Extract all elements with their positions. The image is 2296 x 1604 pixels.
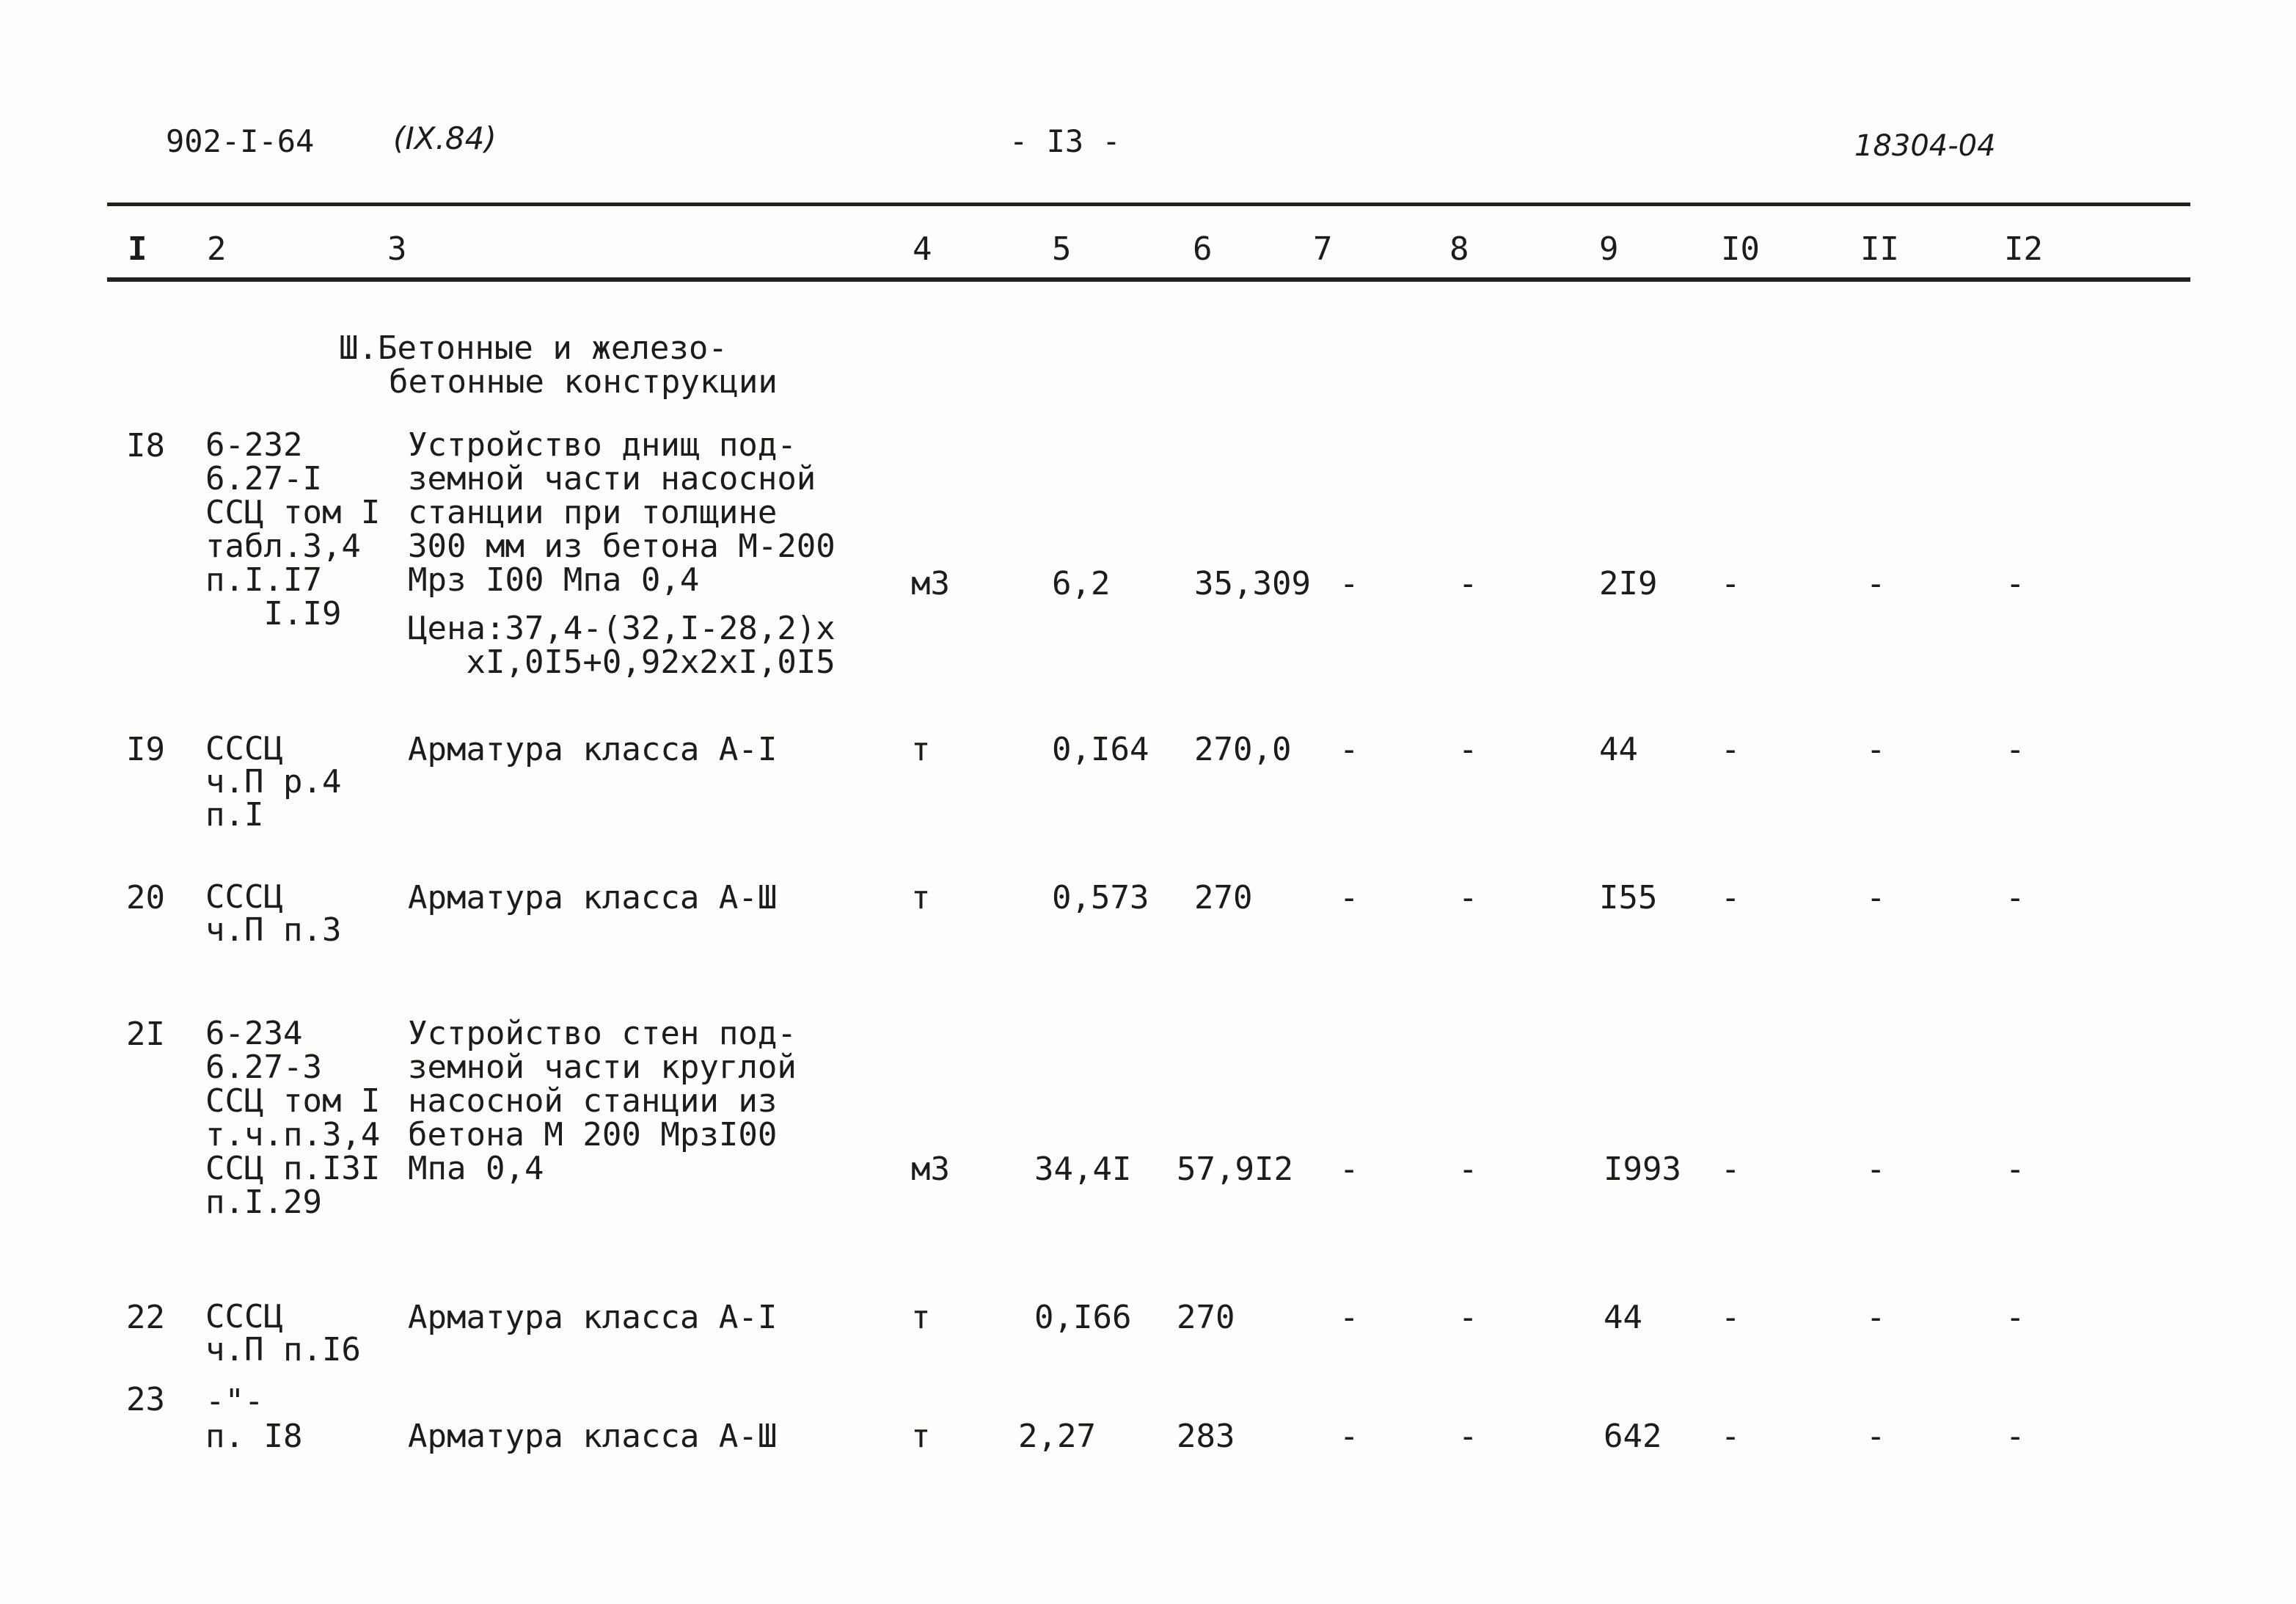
row-20-col10: - [1721,879,1741,916]
row-21-quantity: 34,4I [1034,1151,1132,1188]
row-23-unit: т [911,1418,931,1455]
row-23-unit-price: 283 [1177,1418,1235,1455]
row-20-col12: - [2006,879,2025,916]
row-22-number: 22 [126,1299,165,1336]
row-18-code-line: табл.3,4 [205,528,361,565]
row-23-col7: - [1339,1418,1359,1455]
row-20-code-line: ч.П п.3 [205,911,342,949]
row-18-description [408,426,836,599]
handwritten-date: (IX.84) [393,120,497,156]
row-18-total: 2I9 [1599,565,1658,602]
column-header-7: 7 [1313,230,1333,268]
row-18-quantity: 6,2 [1052,565,1111,602]
column-header-5: 5 [1052,230,1072,268]
row-22-total: 44 [1604,1299,1642,1336]
column-header-11: II [1860,230,1899,268]
column-header-9: 9 [1599,230,1619,268]
row-18-number: I8 [126,427,165,464]
row-23-description: Арматура класса А-Ш [408,1418,778,1455]
row-21-description [408,1017,797,1186]
row-21-unit: м3 [911,1151,950,1188]
row-22-unit-price: 270 [1177,1299,1235,1336]
row-20-quantity: 0,573 [1052,879,1149,916]
row-21-col7: - [1339,1151,1359,1188]
row-19-unit: т [911,731,931,768]
row-21-code-line: 6-234 [205,1015,303,1052]
row-22-code-line: ч.П п.I6 [205,1331,361,1368]
document-code: 902-I-64 [166,123,315,159]
row-23-code-line: п. I8 [205,1418,303,1455]
row-22-description: Арматура класса А-I [408,1299,778,1336]
section-title-line-1: Ш.Бетонные и железо- [339,329,728,367]
row-21-number: 2I [126,1016,165,1053]
row-20-code [205,878,342,949]
row-23-col11: - [1866,1418,1886,1455]
row-18-code-line: I.I9 [205,595,342,633]
row-20-col8: - [1458,879,1478,916]
row-19-code-line: ч.П р.4 [205,763,342,801]
row-19-col10: - [1721,731,1741,768]
row-18-col8: - [1458,565,1478,602]
row-18-code-line: ССЦ том I [205,494,381,531]
row-18-code-line: п.I.I7 [205,561,322,599]
row-18-code-line: 6.27-I [205,460,322,497]
column-header-3: 3 [387,230,407,268]
row-23-col8: - [1458,1418,1478,1455]
row-18-col10: - [1721,565,1741,602]
price-note-line: хI,0I5+0,92х2хI,0I5 [408,644,836,681]
table-header-rule [107,277,2190,282]
row-19-col12: - [2006,731,2025,768]
row-23-number: 23 [126,1381,165,1418]
row-22-col8: - [1458,1299,1478,1336]
section-title-line-2: бетонные конструкции [389,363,778,401]
column-header-1: I [128,230,147,268]
row-21-col10: - [1721,1151,1741,1188]
row-18-code [205,426,381,633]
column-header-2: 2 [207,230,227,268]
row-21-code-line: п.I.29 [205,1184,322,1221]
row-23-col12: - [2006,1418,2025,1455]
row-21-code [205,1017,380,1220]
row-20-unit: т [911,879,931,916]
row-18-description-line: Мрз I00 Мпа 0,4 [408,561,700,599]
row-22-code-line: СССЦ [205,1298,283,1335]
row-19-col7: - [1339,731,1359,768]
row-18-col7: - [1339,565,1359,602]
row-19-code-line: п.I [205,796,264,834]
column-header-6: 6 [1193,230,1213,268]
row-21-description-line: Мпа 0,4 [408,1150,544,1187]
row-19-code-line: СССЦ [205,730,283,768]
row-22-col12: - [2006,1299,2025,1336]
row-19-unit-price: 270,0 [1194,731,1292,768]
row-22-code [205,1300,361,1366]
column-header-12: I2 [2004,230,2043,268]
table-top-rule [107,203,2190,206]
row-18-code-line: 6-232 [205,426,303,464]
row-19-total: 44 [1599,731,1638,768]
row-21-col12: - [2006,1151,2025,1188]
column-header-8: 8 [1449,230,1469,268]
row-19-quantity: 0,I64 [1052,731,1149,768]
column-header-10: I0 [1721,230,1760,268]
row-20-description: Арматура класса А-Ш [408,879,778,916]
column-header-4: 4 [913,230,932,268]
row-21-description-line: насосной станции из [408,1082,778,1120]
row-19-code [205,730,342,834]
page-number: - I3 - [1009,123,1121,159]
row-18-col11: - [1866,565,1886,602]
row-22-quantity: 0,I66 [1034,1299,1132,1336]
row-23-col10: - [1721,1418,1741,1455]
row-21-col11: - [1866,1151,1886,1188]
row-18-unit-price: 35,309 [1194,565,1311,602]
row-18-description-line: 300 мм из бетона М-200 [408,528,836,565]
row-20-col11: - [1866,879,1886,916]
row-22-col10: - [1721,1299,1741,1336]
row-21-description-line: бетона М 200 МрзI00 [408,1116,778,1153]
row-18-description-line: Устройство днищ под- [408,426,797,464]
row-21-code-line: т.ч.п.3,4 [205,1116,381,1153]
row-22-col7: - [1339,1299,1359,1336]
row-22-col11: - [1866,1299,1886,1336]
row-21-description-line: земной части круглой [408,1049,797,1086]
row-18-description-line: станции при толщине [408,494,778,531]
row-20-code-line: СССЦ [205,878,283,916]
row-21-code-line: ССЦ том I [205,1082,381,1120]
row-19-col8: - [1458,731,1478,768]
row-19-col11: - [1866,731,1886,768]
row-21-total: I993 [1604,1151,1681,1188]
row-21-code-line: ССЦ п.I3I [205,1150,381,1187]
row-18-col12: - [2006,565,2025,602]
row-21-code-line: 6.27-3 [205,1049,322,1086]
handwritten-inventory-number: 18304-04 [1854,129,1996,163]
row-18-description-line: земной части насосной [408,460,816,497]
row-21-col8: - [1458,1151,1478,1188]
row-20-total: I55 [1599,879,1658,916]
price-note-line: Цена:37,4-(32,I-28,2)х [408,610,836,647]
row-23-code [205,1384,302,1454]
row-19-description: Арматура класса А-I [408,731,778,768]
row-23-code-line: -"- [205,1382,264,1420]
row-22-unit: т [911,1299,931,1336]
row-23-total: 642 [1604,1418,1662,1455]
row-21-unit-price: 57,9I2 [1177,1151,1293,1188]
row-20-col7: - [1339,879,1359,916]
row-20-number: 20 [126,879,165,916]
row-21-description-line: Устройство стен под- [408,1015,797,1052]
row-20-unit-price: 270 [1194,879,1253,916]
row-18-price-note [408,612,836,679]
row-23-quantity: 2,27 [1018,1418,1096,1455]
row-19-number: I9 [126,731,165,768]
row-18-unit: м3 [911,565,950,602]
